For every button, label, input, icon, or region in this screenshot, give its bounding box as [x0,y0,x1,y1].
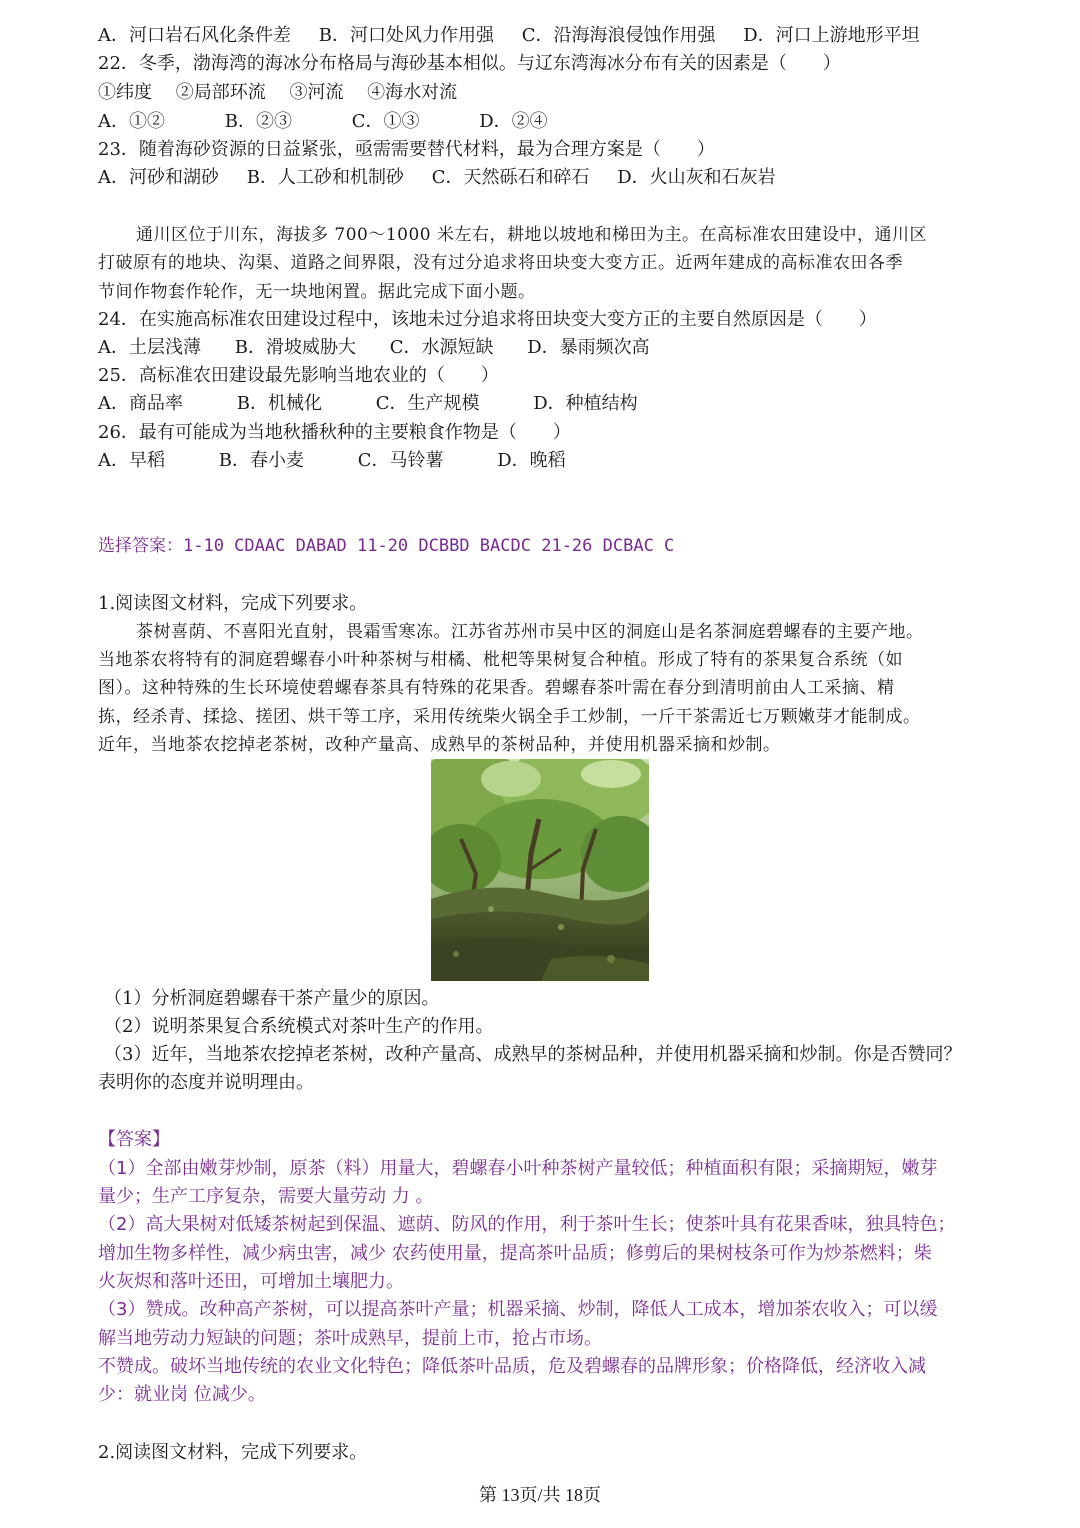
q22-option-b: B．②③ [224,111,292,132]
essay1-question-1: （1）分析洞庭碧螺春干茶产量少的原因。 [104,988,440,1009]
choice-answers: 选择答案：1-10 CDAAC DABAD 11-20 DCBBD BACDC 21-26 DCBAC C [98,536,675,556]
essay1-material-line-3: 图）。这种特殊的生长环境使碧螺春茶具有特殊的花果香。碧螺春茶叶需在春分到清明前由人工采摘、精 [98,678,895,698]
answer-line-8: 不赞成。破坏当地传统的农业文化特色；降低茶叶品质，危及碧螺春的品牌形象；价格降低，经济收入减 [98,1356,926,1377]
answer-line-6: （3）赞成。改种高产茶树，可以提高茶叶产量；机器采摘、炒制，降低人工成本，增加茶农收入；可以缓 [98,1299,938,1320]
q23-option-c: C．天然砾石和碎石 [431,167,590,188]
tongchuan-passage-line-2: 打破原有的地块、沟渠、道路之间界限，没有过分追求将田块变大变方正。近两年建成的高标准农田各季 [98,253,903,273]
q22-stem: 22．冬季，渤海湾的海冰分布格局与海砂基本相似。与辽东湾海冰分布有关的因素是（ ） [98,53,841,74]
essay1-material-line-1: 茶树喜荫、不喜阳光直射，畏霜雪寒冻。江苏省苏州市吴中区的洞庭山是名茶洞庭碧螺春的主要产地。 [136,622,924,642]
answer-line-5: 火灰烬和落叶还田，可增加土壤肥力。 [98,1271,404,1292]
essay1-material-line-2: 当地茶农将特有的洞庭碧螺春小叶种茶树与柑橘、枇杷等果树复合种植。形成了特有的茶果复合系统（如 [98,650,903,670]
q25-option-b: B．机械化 [236,393,322,414]
essay1-material-line-5: 近年，当地茶农挖掉老茶树，改种产量高、成熟早的茶树品种，并使用机器采摘和炒制。 [98,735,781,755]
q26-option-b: B．春小麦 [218,450,304,471]
page-footer: 第 13页/共 18页 [478,1485,601,1505]
q21-option-b: B．河口处风力作用强 [318,25,494,46]
q22-option-c: C．①③ [351,111,420,132]
q25-options [98,390,638,418]
q23-option-a: A．河砂和湖砂 [98,167,219,188]
essay1-question-3: （3）近年，当地茶农挖掉老茶树，改种产量高、成熟早的茶树品种，并使用机器采摘和炒制。你是否赞同？ [104,1044,962,1065]
essay1-heading: 1.阅读图文材料，完成下列要求。 [98,593,368,614]
tea-fruit-system-photo [431,759,649,981]
q21-option-a: A．河口岩石风化条件差 [98,25,291,46]
q22-option-d: D．②④ [479,111,548,132]
answer-line-2: 量少；生产工序复杂，需要大量劳动 力 。 [98,1186,434,1207]
answer-line-7: 解当地劳动力短缺的问题；茶叶成熟早，提前上市，抢占市场。 [98,1328,602,1349]
q22-factors: ①纬度 ②局部环流 ③河流 ④海水对流 [98,82,458,103]
essay2-heading: 2.阅读图文材料，完成下列要求。 [98,1442,368,1463]
answer-line-4: 增加生物多样性，减少病虫害，减少 农药使用量，提高茶叶品质；修剪后的果树枝条可作为炒茶燃料；柴 [98,1243,932,1264]
q21-option-d: D．河口上游地形平坦 [743,25,920,46]
q25-option-c: C．生产规模 [375,393,480,414]
q23-option-d: D．火山灰和石灰岩 [617,167,776,188]
q23-stem: 23．随着海砂资源的日益紧张，亟需需要替代材料，最为合理方案是（ ） [98,139,715,160]
q22-options [98,108,548,136]
q24-option-c: C．水源短缺 [389,337,494,358]
essay1-material-line-4: 拣，经杀青、揉捻、搓团、烘干等工序，采用传统柴火锅全手工炒制，一斤干茶需近七万颗嫩芽才能制成。 [98,707,921,727]
answer-line-1: （1）全部由嫩芽炒制，原茶（料）用量大，碧螺春小叶种茶树产量较低；种植面积有限；采摘期短，嫩芽 [98,1158,938,1179]
answer-line-3: （2）高大果树对低矮茶树起到保温、遮荫、防风的作用，利于茶叶生长；使茶叶具有花果香味，独具特色； [98,1214,956,1235]
essay1-question-3-cont: 表明你的态度并说明理由。 [98,1072,314,1093]
q24-stem: 24．在实施高标准农田建设过程中，该地未过分追求将田块变大变方正的主要自然原因是（ ） [98,309,877,330]
q26-option-a: A．早稻 [98,450,165,471]
q25-stem: 25．高标准农田建设最先影响当地农业的（ ） [98,365,499,386]
q25-option-d: D．种植结构 [533,393,638,414]
q26-options [98,447,566,475]
essay1-question-2: （2）说明茶果复合系统模式对茶叶生产的作用。 [104,1016,494,1037]
answer-heading: 【答案】 [98,1129,170,1150]
tongchuan-passage-line-3: 节间作物套作轮作，无一块地闲置。据此完成下面小题。 [98,282,536,302]
q21-option-c: C．沿海海浪侵蚀作用强 [521,25,716,46]
answer-line-9: 少：就业岗 位减少。 [98,1384,266,1405]
q24-option-d: D．暴雨频次高 [527,337,650,358]
q22-option-a: A．①② [98,111,165,132]
q23-option-b: B．人工砂和机制砂 [246,167,404,188]
q26-option-d: D．晚稻 [497,450,566,471]
q24-option-b: B．滑坡威胁大 [234,337,356,358]
tongchuan-passage-line-1: 通川区位于川东，海拔多 700～1000 米左右，耕地以坡地和梯田为主。在高标准农田建设中，通川区 [136,225,928,245]
q24-option-a: A．土层浅薄 [98,337,201,358]
q26-stem: 26．最有可能成为当地秋播秋种的主要粮食作物是（ ） [98,422,571,443]
q25-option-a: A．商品率 [98,393,183,414]
q26-option-c: C．马铃薯 [357,450,444,471]
q24-options [98,334,650,362]
q21-options [98,22,920,50]
q23-options [98,164,776,192]
